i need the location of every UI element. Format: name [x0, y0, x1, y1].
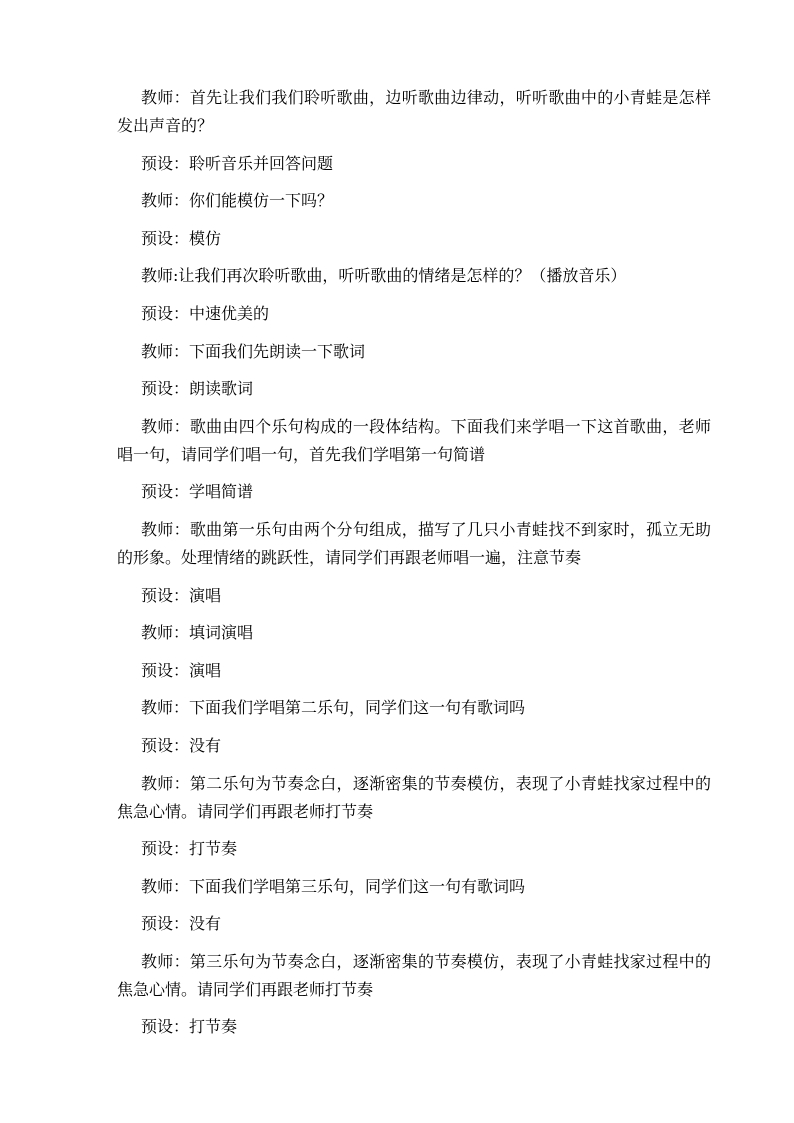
- paragraph: [117, 84, 711, 140]
- paragraph: [117, 873, 711, 901]
- speaker-label: 预设：: [141, 735, 190, 755]
- speaker-label: 预设：: [141, 379, 190, 399]
- paragraph: [117, 300, 711, 328]
- paragraph-text: 演唱: [189, 660, 222, 680]
- paragraph: [117, 338, 711, 366]
- paragraph-text: 朗读歌词: [189, 379, 254, 399]
- speaker-label: 预设：: [141, 153, 190, 173]
- speaker-label: 预设：: [141, 1017, 190, 1037]
- paragraph: [117, 375, 711, 403]
- paragraph-text: 下面我们学唱第三乐句，同学们这一句有歌词吗: [189, 876, 526, 896]
- speaker-label: 教师：: [141, 876, 190, 896]
- paragraph: [117, 582, 711, 610]
- paragraph-text: 没有: [189, 735, 222, 755]
- paragraph-text: 聆听音乐并回答问题: [189, 153, 334, 173]
- speaker-label: 教师：: [141, 623, 190, 643]
- paragraph-text: 第三乐句为节奏念白，逐渐密集的节奏模仿，表现了小青蛙找家过程中的焦急心情。请同学们再跟老师打节奏: [117, 951, 711, 999]
- paragraph: [117, 225, 711, 253]
- paragraph-text: 演唱: [189, 585, 222, 605]
- paragraph: [117, 770, 711, 826]
- speaker-label: 教师：: [141, 519, 190, 539]
- paragraph-text: 歌曲第一乐句由两个分句组成，描写了几只小青蛙找不到家时，孤立无助的形象。处理情绪的跳跃性，请同学们再跟老师唱一遍，注意节奏: [117, 519, 711, 567]
- speaker-label: 预设：: [141, 482, 190, 502]
- paragraph-text: 学唱简谱: [189, 482, 254, 502]
- paragraph-text: 填词演唱: [189, 623, 254, 643]
- speaker-label: 预设：: [141, 660, 190, 680]
- paragraph-text: 打节奏: [189, 1017, 238, 1037]
- speaker-label: 预设：: [141, 839, 190, 859]
- paragraph-text: 下面我们先朗读一下歌词: [189, 341, 366, 361]
- speaker-label: 教师：: [141, 88, 190, 107]
- speaker-label: 预设：: [141, 303, 190, 323]
- speaker-label: 教师:: [141, 266, 179, 286]
- document-page: [117, 84, 711, 1051]
- paragraph: [117, 619, 711, 647]
- speaker-label: 教师：: [141, 698, 190, 718]
- speaker-label: 教师：: [141, 951, 190, 971]
- paragraph: [117, 516, 711, 572]
- speaker-label: 教师：: [141, 191, 190, 211]
- paragraph-text: 你们能模仿一下吗？: [189, 191, 334, 211]
- speaker-label: 教师：: [141, 341, 190, 361]
- paragraph: [117, 694, 711, 722]
- paragraph-text: 下面我们学唱第二乐句，同学们这一句有歌词吗: [189, 698, 526, 718]
- paragraph: [117, 413, 711, 469]
- paragraph-text: 没有: [189, 914, 222, 934]
- paragraph-text: 模仿: [189, 228, 222, 248]
- paragraph: [117, 835, 711, 863]
- paragraph: [117, 262, 711, 290]
- paragraph: [117, 732, 711, 760]
- paragraph: [117, 910, 711, 938]
- paragraph-text: 第二乐句为节奏念白，逐渐密集的节奏模仿，表现了小青蛙找家过程中的焦急心情。请同学们再跟老师打节奏: [117, 773, 711, 821]
- paragraph-text: 歌曲由四个乐句构成的一段体结构。下面我们来学唱一下这首歌曲，老师唱一句，请同学们唱一句，首先我们学唱第一句简谱: [117, 416, 711, 464]
- speaker-label: 教师：: [141, 416, 190, 436]
- speaker-label: 预设：: [141, 914, 190, 934]
- paragraph-text: 打节奏: [189, 839, 238, 859]
- speaker-label: 预设：: [141, 228, 190, 248]
- paragraph: [117, 150, 711, 178]
- paragraph: [117, 478, 711, 506]
- paragraph-text: 首先让我们我们聆听歌曲，边听歌曲边律动，听听歌曲中的小青蛙是怎样发出声音的？: [117, 88, 711, 135]
- paragraph-text: 中速优美的: [189, 303, 270, 323]
- paragraph: [117, 948, 711, 1004]
- paragraph: [117, 187, 711, 215]
- speaker-label: 预设：: [141, 585, 190, 605]
- paragraph: [117, 1013, 711, 1041]
- speaker-label: 教师：: [141, 773, 190, 793]
- paragraph-text: 让我们再次聆听歌曲，听听歌曲的情绪是怎样的？（播放音乐）: [178, 266, 627, 286]
- paragraph: [117, 657, 711, 685]
